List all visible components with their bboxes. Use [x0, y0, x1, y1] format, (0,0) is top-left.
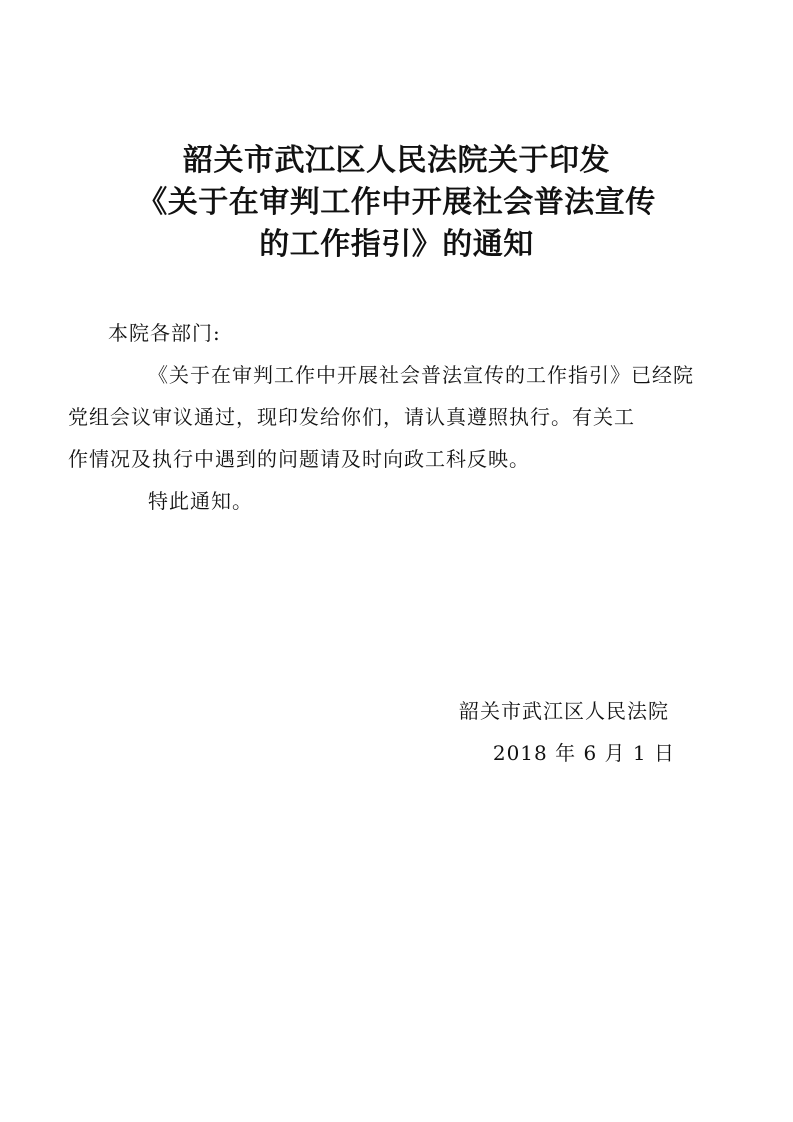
main-paragraph: [68, 354, 698, 480]
paragraph-line-3: 作情况及执行中遇到的问题请及时向政工科反映。: [68, 447, 530, 471]
title-line-1: 韶关市武江区人民法院关于印发: [183, 143, 610, 178]
paragraph-line-1: 《关于在审判工作中开展社会普法宣传的工作指引》已经院: [148, 363, 694, 387]
paragraph-line-2: 党组会议审议通过，现印发给你们，请认真遵照执行。有关工: [68, 405, 635, 429]
closing-paragraph: [108, 480, 698, 522]
title-line-2: 《关于在审判工作中开展社会普法宣传: [137, 185, 656, 220]
document-body: [68, 312, 698, 522]
title-line-3: 的工作指引》的通知: [259, 227, 534, 262]
signing-date: 2018 年 6 月 1 日: [492, 741, 675, 765]
signature-block: [459, 690, 675, 774]
closing-text: 特此通知。: [148, 489, 253, 513]
signing-organization: 韶关市武江区人民法院: [459, 699, 669, 723]
document-title: [0, 140, 793, 266]
salutation: 本院各部门:: [108, 321, 221, 345]
